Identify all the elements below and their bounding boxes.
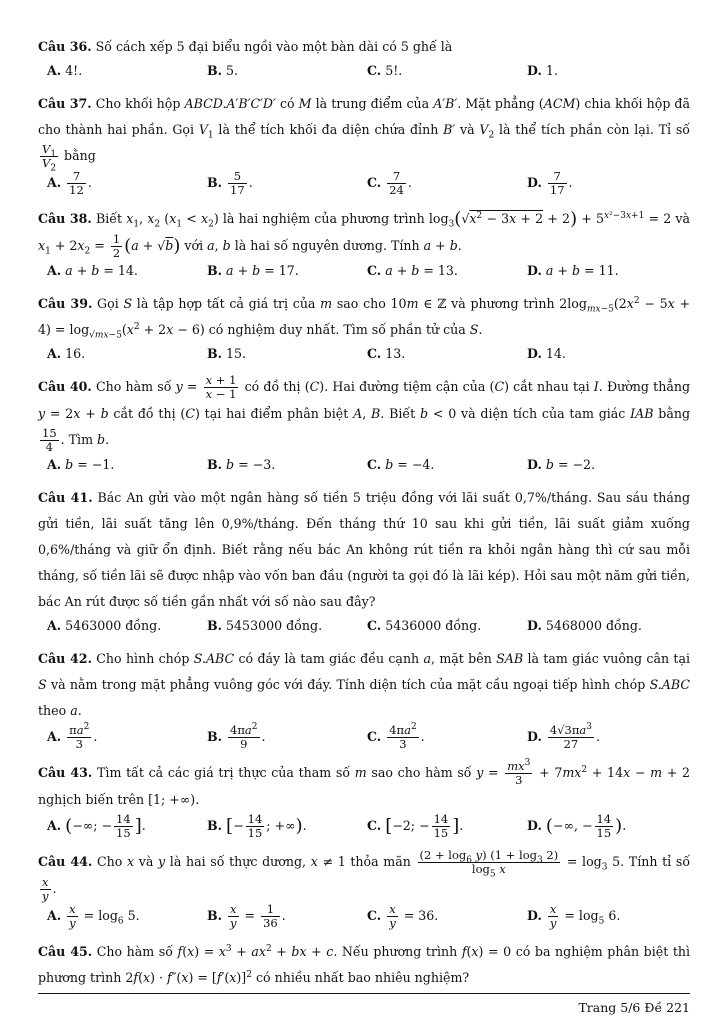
question-37: Câu 37. Cho khối hộp ABCD.A′B′C′D′ có M là trung điểm của A′B′. Mặt phẳng (ACM) chia khối hộp đã cho thành hai phần. Gọi $V_1$ là thể tích khối đa diện chứa đỉnh B′ và $V_2$ là thể tích phần còn lại. Tỉ số $\frac{V_1}{V_2}$ bằng A. $\frac{7}{12}$ . B. $\frac{5}{17}$ . C. $\frac{7}{24}$ . D. $\frac{7}{17}$ . xyxy=(38,96,691,197)
question-38: Câu 38. Biết $x_1$, $x_2$ $(x_1 < x_2)$ là hai nghiệm của phương trình $\log_3(√x^2 - 3x + 2 + 2) + 5^{x^2-3x+1} = 2$ và $x_1 + 2x_2$ = $\frac{1}{2}$ (a + √b) với a, b là hai số nguyên dương. Tính a + b. A. a + b = 14. B. a + b = 17. C. a + b = 13. D. a + b = 11. xyxy=(38,208,691,278)
exam-code: Đề 221 xyxy=(644,1000,690,1015)
question-39: Câu 39. Gọi S là tập hợp tất cả giá trị của m sao cho 10m ∈ ℤ và phương trình $2\log_{mx-5}(2x^2 - 5x + 4) = \log_{√mx-5}(x^2 + 2x - 6)$ có nghiệm duy nhất. Tìm số phần tử của S. A. 16. B. 15. C. 13. D. 14. xyxy=(38,295,690,361)
footer-divider xyxy=(38,993,690,994)
page-number: Trang 5/6 xyxy=(578,1000,641,1015)
question-label: Câu 37. xyxy=(38,96,92,111)
question-label: Câu 36. xyxy=(38,39,92,54)
question-label: Câu 39. xyxy=(38,295,93,311)
question-36: Câu 36. Số cách xếp 5 đại biểu ngồi vào một bàn dài có 5 ghế là A. 4!. B. 5. C. 5!. D. 1. xyxy=(38,39,558,78)
question-label: Câu 38. xyxy=(38,211,92,226)
question-label: Câu 41. xyxy=(38,489,93,505)
question-40: Câu 40. Cho hàm số y = $\frac{x + 1}{x - 1}$ có đồ thị (C). Hai đường tiệm cận của (C) cắt nhau tại I. Đường thẳng y = 2x + b cắt đồ thị (C) tại hai điểm phân biệt A, B. Biết b < 0 và diện tích của tam giác IAB bằng $\frac{15}{4}$ . Tìm b. A. b = −1. B. b = −3. C. b = −4. D. b = −2. xyxy=(38,372,691,472)
question-label: Câu 43. xyxy=(38,764,93,780)
question-43: Câu 43. Tìm tất cả các giá trị thực của tham số m sao cho hàm số y = $\frac{mx^3}{3}$ + $7mx^2 + 14x - m + 2$ nghịch biến trên [1; +∞). A. (−∞; − $\frac{14}{15}$ ]. B. [− $\frac{14}{15}$ ; +∞). C. [−2; − $\frac{14}{15}$ ]. D. (−∞, − $\frac{14}{15}$ ). xyxy=(38,757,691,840)
question-42: Câu 42. Cho hình chóp S.ABC có đáy là tam giác đều cạnh a, mặt bên SAB là tam giác vuông cân tại S và nằm trong mặt phẳng vuông góc với đáy. Tính diện tích của mặt cầu ngoại tiếp hình chóp S.ABC theo a. A. $\frac{\pi a^2}{3}$ . B. $\frac{4\pi a^2}{9}$ . C. $\frac{4\pi a^2}{3}$ . D. $\frac{4√3\pi a^3}{27}$ . xyxy=(38,650,691,751)
question-44: Câu 44. Cho x và y là hai số thực dương, x ≠ 1 thỏa mãn $\frac{(2 + \log_6 y) (1 + \log_3 2)}{\log_5 x}$ = $\log_3 5$. Tính tỉ số $\frac{x}{y}$ . A. $\frac{x}{y}$ = $\log_6 5$. B. $\frac{x}{y}$ = $\frac{1}{36}$ . C. $\frac{x}{y}$ = 36. D. $\frac{x}{y}$ = $\log_5 6$. xyxy=(38,847,691,930)
exam-page xyxy=(38,34,690,1000)
question-label: Câu 40. xyxy=(38,378,92,394)
page-footer xyxy=(578,1000,690,1015)
question-41: Câu 41. Bác An gửi vào một ngân hàng số tiền 5 triệu đồng với lãi suất 0,7%/tháng. Sau sáu tháng gửi tiền, lãi suất tăng lên 0,9%/tháng. Đến tháng thứ 10 sau khi gửi tiền, lãi suất giảm xuống 0,6%/tháng và giữ ổn định. Biết rằng nếu bác An không rút tiền ra khỏi ngân hàng thì cứ sau mỗi tháng, số tiền lãi sẽ được nhập vào vốn ban đầu (người ta gọi đó là lãi kép). Hỏi sau một năm gửi tiền, bác An rút được số tiền gần nhất với số nào sau đây? A. 5463000 đồng. B. 5453000 đồng. C. 5436000 đồng. D. 5468000 đồng. xyxy=(38,489,691,633)
question-45: Câu 45. Cho hàm số $f(x) = x^3 + ax^2$ + bx + c. Nếu phương trình f(x) = 0 có ba nghiệm phân biệt thì phương trình $2f(x) \cdot f''(x) = [f'(x)]^2$ có nhiều nhất bao nhiêu nghiệm? xyxy=(38,943,691,985)
question-label: Câu 45. xyxy=(38,943,93,959)
question-label: Câu 44. xyxy=(38,853,93,869)
question-label: Câu 42. xyxy=(38,650,92,666)
